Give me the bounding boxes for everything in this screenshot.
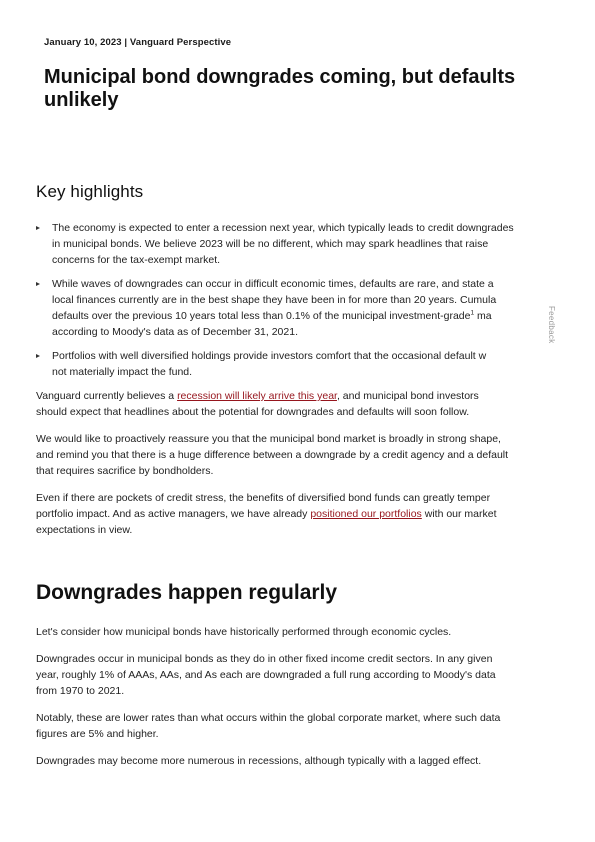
paragraph (36, 710, 576, 742)
paragraph (36, 431, 576, 479)
paragraph-line: Even if there are pockets of credit stress, the benefits of diversified bond funds can greatly temper (36, 492, 491, 504)
paragraph (36, 753, 576, 769)
text: , and municipal bond investors (336, 390, 479, 402)
highlight-line: not materially impact the fund. (52, 366, 193, 378)
footnote-marker: 1 (470, 309, 475, 317)
paragraph-line: expectations in view. (36, 524, 133, 536)
text: Vanguard currently believes a (36, 390, 178, 402)
highlights-list (36, 220, 576, 380)
paragraph-line: that requires sacrifice by bondholders. (36, 465, 214, 477)
paragraph-line: and remind you that there is a huge difference between a downgrade by a credit agency and a default (36, 449, 509, 461)
highlight-item (36, 276, 576, 340)
paragraph-line: Let's consider how municipal bonds have historically performed through economic cycles. (36, 626, 452, 638)
paragraph-line: Downgrades occur in municipal bonds as they do in other fixed income credit sectors. In any given (36, 653, 493, 665)
highlight-item (36, 348, 576, 380)
section-heading: Downgrades happen regularly (36, 581, 338, 604)
paragraph-line (36, 506, 576, 522)
positioned-portfolios-link[interactable]: positioned our portfolios (310, 508, 422, 520)
paragraph (36, 624, 576, 640)
paragraph (36, 651, 576, 699)
paragraph-line: We would like to proactively reassure you that the municipal bond market is broadly in strong shape, (36, 433, 501, 445)
highlight-line: concerns for the tax-exempt market. (52, 254, 221, 266)
paragraph-line: figures are 5% and higher. (36, 728, 159, 740)
highlight-text: ma (474, 310, 492, 322)
title-line: Municipal bond downgrades coming, but defaults (44, 66, 516, 88)
key-highlights-heading: Key highlights (36, 182, 144, 201)
highlight-item (36, 220, 576, 268)
paragraph (36, 490, 576, 538)
highlight-line: local finances currently are in the best shape they have been in for more than 20 years. Cumula (52, 294, 497, 306)
highlight-line: in municipal bonds. We believe 2023 will be no different, which may spark headlines that raise (52, 238, 489, 250)
paragraph (36, 388, 576, 420)
recession-link[interactable]: recession will likely arrive this year (177, 390, 337, 402)
title-line: unlikely (44, 89, 119, 111)
section-content (36, 624, 576, 780)
key-highlights-content (36, 220, 576, 549)
highlight-line: Portfolios with well diversified holdings provide investors comfort that the occasional default w (52, 350, 487, 362)
highlight-line (52, 308, 576, 324)
paragraph-line: from 1970 to 2021. (36, 685, 125, 697)
article-meta: January 10, 2023 | Vanguard Perspective (44, 37, 232, 48)
highlight-text: defaults over the previous 10 years total less than 0.1% of the municipal investment-grade (52, 310, 471, 322)
feedback-tab[interactable]: Feedback (540, 306, 556, 350)
highlight-line: The economy is expected to enter a recession next year, which typically leads to credit downgrades (52, 222, 514, 234)
bullet-icon (36, 282, 40, 286)
paragraph-line: year, roughly 1% of AAAs, AAs, and As each are downgraded a full rung according to Moody's data (36, 669, 496, 681)
highlight-line: according to Moody's data as of December 31, 2021. (52, 326, 298, 338)
highlight-line: While waves of downgrades can occur in difficult economic times, defaults are rare, and state a (52, 278, 494, 290)
paragraph-line: Downgrades may become more numerous in recessions, although typically with a lagged effect. (36, 755, 482, 767)
text: with our market (421, 508, 497, 520)
paragraph-line (36, 388, 576, 404)
bullet-icon (36, 354, 40, 358)
paragraph-line: Notably, these are lower rates than what occurs within the global corporate market, where such data (36, 712, 501, 724)
article-title (44, 66, 564, 112)
bullet-icon (36, 226, 40, 230)
text: portfolio impact. And as active managers, we have already (36, 508, 311, 520)
paragraph-line: should expect that headlines about the potential for downgrades and defaults will soon follow. (36, 406, 470, 418)
